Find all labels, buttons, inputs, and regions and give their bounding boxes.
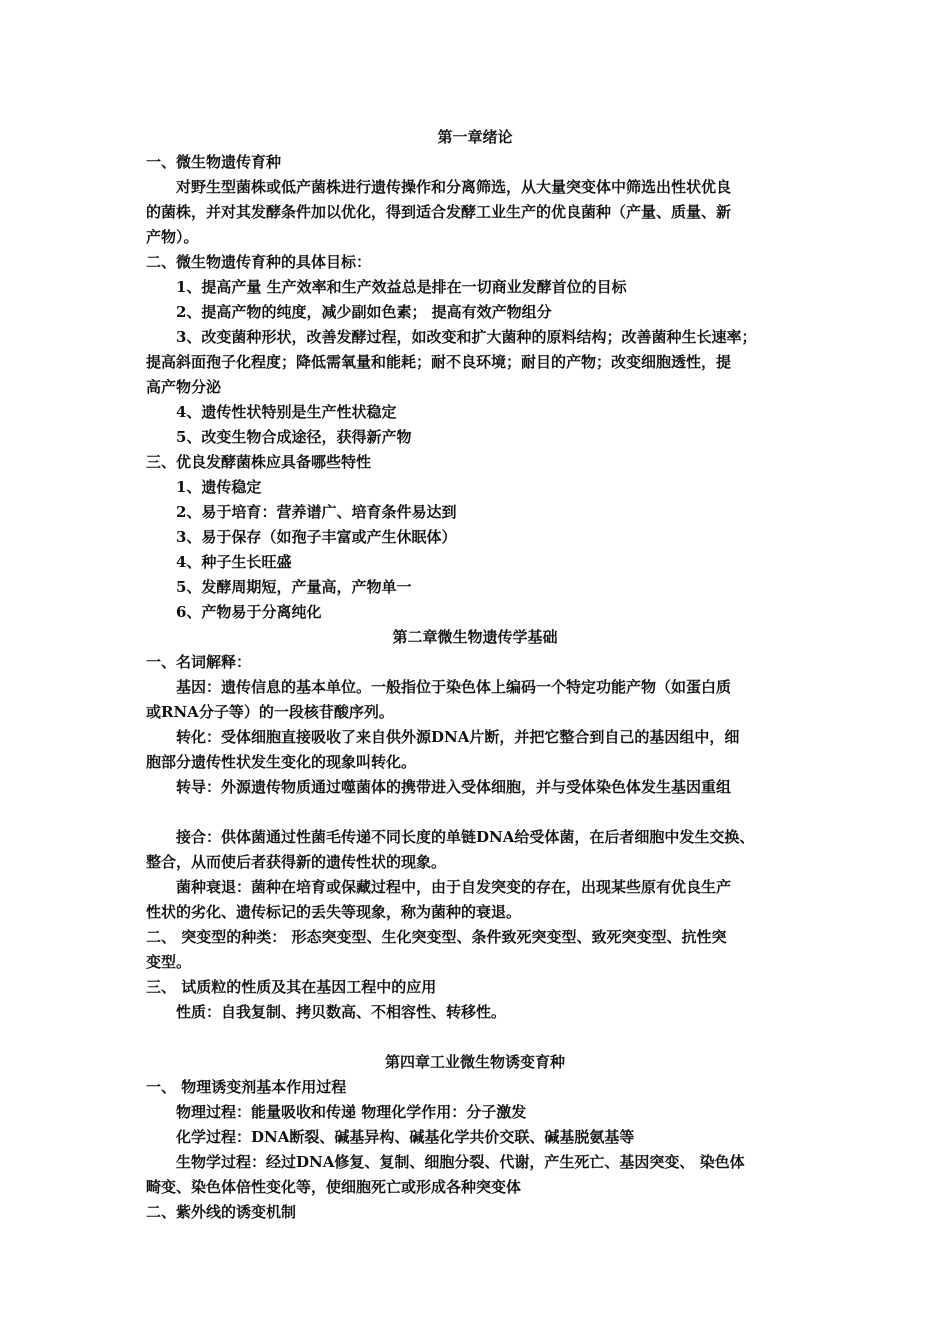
list-item: 2、提高产物的纯度，减少副如色素； 提高有效产物组分 xyxy=(176,303,552,321)
list-item: 5、发酵周期短，产量高，产物单一 xyxy=(176,578,412,596)
paragraph-line: 变型。 xyxy=(146,953,192,971)
list-item: 3、易于保存（如孢子丰富或产生休眠体） xyxy=(176,528,457,546)
list-item-continued: 提高斜面孢子化程度；降低需氧量和能耗；耐不良环境；耐目的产物；改变细胞透性，提 xyxy=(146,353,732,371)
definition-strain-degeneration-continued: 性状的劣化、遗传标记的丢失等现象，称为菌种的衰退。 xyxy=(146,903,522,921)
paragraph-line: 性质：自我复制、拷贝数高、不相容性、转移性。 xyxy=(176,1003,507,1021)
definition-gene-continued: 或RNA分子等）的一段核苷酸序列。 xyxy=(146,703,394,721)
list-item: 4、遗传性状特别是生产性状稳定 xyxy=(176,403,397,421)
definition-transduction: 转导：外源遗传物质通过噬菌体的携带进入受体细胞，并与受体染色体发生基因重组 xyxy=(176,778,732,796)
paragraph-line: 产物）。 xyxy=(146,228,199,246)
list-item: 5、改变生物合成途径，获得新产物 xyxy=(176,428,412,446)
chapter-4-title: 第四章工业微生物诱变育种 xyxy=(384,1053,565,1071)
list-item: 3、改变菌种形状，改善发酵过程，如改变和扩大菌种的原料结构；改善菌种生长速率； xyxy=(176,328,757,346)
section-heading: 一、名词解释： xyxy=(146,653,252,671)
section-heading: 二、紫外线的诱变机制 xyxy=(146,1203,297,1221)
list-item: 1、提高产量 生产效率和生产效益总是排在一切商业发酵首位的目标 xyxy=(176,278,627,296)
list-item-continued: 高产物分泌 xyxy=(146,378,222,396)
section-heading: 二、微生物遗传育种的具体目标： xyxy=(146,253,372,271)
list-item: 6、产物易于分离纯化 xyxy=(176,603,322,621)
definition-conjugation: 接合：供体菌通过性菌毛传递不同长度的单链DNA给受体菌，在后者细胞中发生交换、 xyxy=(176,828,755,846)
definition-strain-degeneration: 菌种衰退：菌种在培育或保藏过程中，由于自发突变的存在，出现某些原有优良生产 xyxy=(176,878,732,896)
chapter-1-title: 第一章绪论 xyxy=(437,128,513,146)
paragraph-line: 的菌株，并对其发酵条件加以优化，得到适合发酵工业生产的优良菌种（产量、质量、新 xyxy=(146,203,732,221)
paragraph-line: 对野生型菌株或低产菌株进行遗传操作和分离筛选，从大量突变体中筛选出性状优良 xyxy=(176,178,732,196)
paragraph-line: 生物学过程：经过DNA修复、复制、细胞分裂、代谢，产生死亡、基因突变、 染色体 xyxy=(176,1153,745,1171)
section-heading: 三、优良发酵菌株应具备哪些特性 xyxy=(146,453,372,471)
paragraph-line: 畸变、染色体倍性变化等，使细胞死亡或形成各种突变体 xyxy=(146,1178,522,1196)
section-heading: 二、 突变型的种类： 形态突变型、生化突变型、条件致死突变型、致死突变型、抗性突 xyxy=(146,928,727,946)
paragraph-line: 化学过程：DNA断裂、碱基异构、碱基化学共价交联、碱基脱氨基等 xyxy=(176,1128,635,1146)
section-heading: 一、微生物遗传育种 xyxy=(146,153,282,171)
chapter-2-title: 第二章微生物遗传学基础 xyxy=(392,628,558,646)
definition-conjugation-continued: 整合，从而使后者获得新的遗传性状的现象。 xyxy=(146,853,447,871)
definition-transformation-continued: 胞部分遗传性状发生变化的现象叫转化。 xyxy=(146,753,417,771)
list-item: 4、种子生长旺盛 xyxy=(176,553,292,571)
section-heading: 一、 物理诱变剂基本作用过程 xyxy=(146,1078,347,1096)
definition-gene: 基因：遗传信息的基本单位。一般指位于染色体上编码一个特定功能产物（如蛋白质 xyxy=(176,678,732,696)
paragraph-line: 物理过程：能量吸收和传递 物理化学作用：分子激发 xyxy=(176,1103,527,1121)
section-heading: 三、 试质粒的性质及其在基因工程中的应用 xyxy=(146,978,437,996)
list-item: 1、遗传稳定 xyxy=(176,478,262,496)
list-item: 2、易于培育：营养谱广、培育条件易达到 xyxy=(176,503,457,521)
definition-transformation: 转化：受体细胞直接吸收了来自供外源DNA片断，并把它整合到自己的基因组中，细 xyxy=(176,728,740,746)
